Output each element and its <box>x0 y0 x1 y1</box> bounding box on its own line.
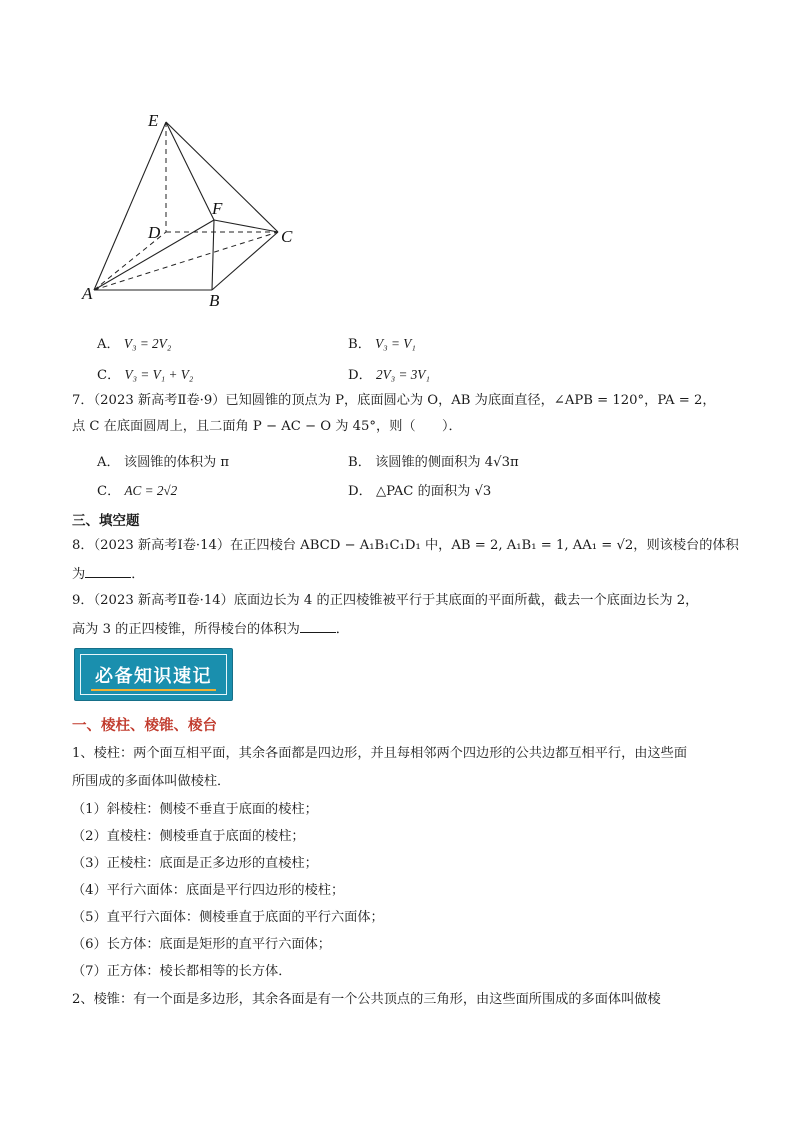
vertex-label-A: A <box>82 284 93 303</box>
q6-option-a: A． V₃ = 2V₂ <box>97 336 172 352</box>
q7-option-a: A． 该圆锥的体积为 π <box>97 455 230 470</box>
edge-BF <box>212 220 214 290</box>
knowledge-badge-underline <box>91 689 216 691</box>
vertex-label-B: B <box>209 291 220 310</box>
q7-stem-line2: 点 C 在底面圆周上，且二面角 P − AC − O 为 45°，则（ ）． <box>72 419 462 434</box>
prism-definition-line1: 1、棱柱：两个面互相平面，其余各面都是四边形，并且每相邻两个四边形的公共边都互相平行，由这些面 <box>72 746 688 761</box>
geometry-figure <box>78 102 338 312</box>
q7-option-c: C． AC = 2√2 <box>97 483 178 499</box>
q6-option-c: C． V₃ = V₁ + V₂ <box>97 367 194 383</box>
q7-option-d: D． △PAC 的面积为 √3 <box>348 484 492 499</box>
vertex-label-F: F <box>212 199 223 218</box>
knowledge-badge-label: 必备知识速记 <box>95 665 212 687</box>
list-item: （5）直平行六面体：侧棱垂直于底面的平行六面体； <box>72 910 384 925</box>
list-item: （3）正棱柱：底面是正多边形的直棱柱； <box>72 856 318 871</box>
q7-option-b: B． 该圆锥的侧面积为 4√3π <box>348 455 519 470</box>
q8-stem-line2: 为 ． <box>72 567 145 582</box>
prism-definition-line2: 所围成的多面体叫做棱柱． <box>72 774 231 789</box>
q7-stem-line1: 7．（2023 新高考Ⅱ卷·9）已知圆锥的顶点为 P，底面圆心为 O，AB 为底面直径，∠APB = 120°，PA = 2， <box>72 393 716 408</box>
list-item: （6）长方体：底面是矩形的直平行六面体； <box>72 937 331 952</box>
q9-answer-blank[interactable] <box>300 620 336 633</box>
edge-EF <box>166 122 214 220</box>
q9-stem-line1: 9．（2023 新高考Ⅱ卷·14）底面边长为 4 的正四棱锥被平行于其底面的平面所截，截去一个底面边长为 2， <box>72 593 699 608</box>
edge-BC <box>212 232 278 290</box>
q6-option-d: D． 2V₃ = 3V₁ <box>348 367 430 383</box>
list-item: （1）斜棱柱：侧棱不垂直于底面的棱柱； <box>72 802 318 817</box>
vertex-label-E: E <box>148 111 159 130</box>
edge-FC <box>214 220 278 232</box>
vertex-label-C: C <box>281 227 293 246</box>
list-item: （2）直棱柱：侧棱垂直于底面的棱柱； <box>72 829 305 844</box>
list-item: （7）正方体：棱长都相等的长方体． <box>72 964 292 979</box>
section-heading-fill-blank: 三、填空题 <box>72 513 140 529</box>
vertex-label-D: D <box>148 223 161 242</box>
q6-option-b: B． V₃ = V₁ <box>348 336 416 352</box>
knowledge-badge <box>74 648 233 701</box>
section-heading-prisms: 一、棱柱、棱锥、棱台 <box>72 717 217 734</box>
edge-EA <box>94 122 166 290</box>
list-item: （4）平行六面体：底面是平行四边形的棱柱； <box>72 883 345 898</box>
pyramid-definition-line1: 2、棱锥：有一个面是多边形，其余各面是有一个公共顶点的三角形，由这些面所围成的多面体叫做棱 <box>72 992 661 1007</box>
q8-answer-blank[interactable] <box>85 565 131 578</box>
q9-stem-line2: 高为 3 的正四棱锥，所得棱台的体积为 ． <box>72 622 349 637</box>
q8-stem-line1: 8．（2023 新高考Ⅰ卷·14）在正四棱台 ABCD − A₁B₁C₁D₁ 中，AB = 2, A₁B₁ = 1, AA₁ = √2，则该棱台的体积 <box>72 538 739 553</box>
edge-AC <box>94 232 278 290</box>
